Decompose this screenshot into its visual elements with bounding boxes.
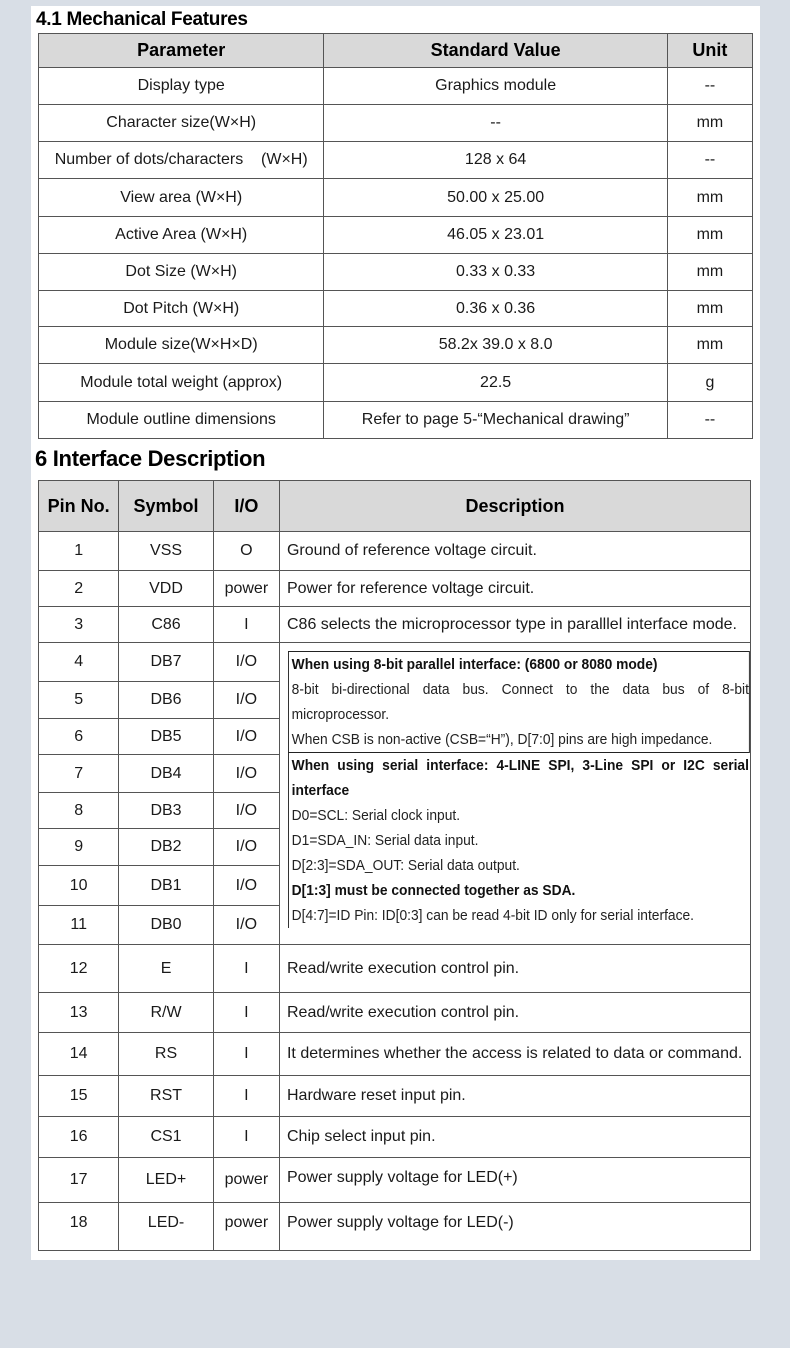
io-cell: I/O xyxy=(213,866,279,906)
io-cell: I/O xyxy=(213,829,279,866)
section-title-interface: 6 Interface Description xyxy=(35,446,266,471)
io-cell: I xyxy=(213,1033,279,1076)
value-cell: 0.33 x 0.33 xyxy=(324,254,667,291)
unit-cell: -- xyxy=(667,402,752,439)
symbol-cell: VDD xyxy=(119,571,213,607)
parameter-cell: Display type xyxy=(39,68,324,105)
parameter-cell: Character size(W×H) xyxy=(39,105,324,142)
symbol-cell: LED- xyxy=(119,1203,213,1251)
header-io: I/O xyxy=(213,481,279,532)
io-cell: power xyxy=(213,571,279,607)
value-cell: 0.36 x 0.36 xyxy=(324,291,667,327)
header-standard-value: Standard Value xyxy=(324,34,667,68)
table-row xyxy=(39,643,751,682)
io-cell: I xyxy=(213,1076,279,1117)
table-row xyxy=(39,1076,751,1117)
description-cell: It determines whether the access is related to data or command. xyxy=(279,1033,750,1076)
io-cell: I xyxy=(213,945,279,993)
unit-cell: mm xyxy=(667,179,752,217)
serial-line: D1=SDA_IN: Serial data input. xyxy=(291,832,479,849)
pin-cell: 9 xyxy=(39,829,119,866)
pin-cell: 2 xyxy=(39,571,119,607)
io-cell: power xyxy=(213,1203,279,1251)
table-row xyxy=(39,1158,751,1203)
symbol-cell: DB0 xyxy=(119,906,213,945)
pin-cell: 16 xyxy=(39,1117,119,1158)
unit-cell: mm xyxy=(667,291,752,327)
table-row xyxy=(39,142,753,179)
symbol-cell: DB5 xyxy=(119,719,213,755)
value-cell: 128 x 64 xyxy=(324,142,667,179)
description-cell: Power supply voltage for LED(-) xyxy=(279,1203,750,1251)
value-cell: Graphics module xyxy=(324,68,667,105)
serial-line: D[2:3]=SDA_OUT: Serial data output. xyxy=(291,857,520,874)
data-bus-description-box xyxy=(288,651,749,928)
symbol-cell: RS xyxy=(119,1033,213,1076)
symbol-cell: E xyxy=(119,945,213,993)
serial-heading: When using serial interface: 4-LINE SPI, 3-Line SPI or I2C serial xyxy=(291,757,749,774)
symbol-cell: DB6 xyxy=(119,682,213,719)
table-row xyxy=(39,327,753,364)
description-cell: Power supply voltage for LED(+) xyxy=(279,1158,750,1203)
symbol-cell: DB3 xyxy=(119,793,213,829)
description-cell: Read/write execution control pin. xyxy=(279,993,750,1033)
table-row xyxy=(39,291,753,327)
table-row xyxy=(39,402,753,439)
header-description: Description xyxy=(279,481,750,532)
header-unit: Unit xyxy=(667,34,752,68)
header-symbol: Symbol xyxy=(119,481,213,532)
table-header-row xyxy=(39,34,753,68)
pin-cell: 15 xyxy=(39,1076,119,1117)
serial-line: D0=SCL: Serial clock input. xyxy=(291,807,461,824)
value-cell: 46.05 x 23.01 xyxy=(324,217,667,254)
pin-cell: 1 xyxy=(39,532,119,571)
description-cell: Power for reference voltage circuit. xyxy=(279,571,750,607)
parallel-line: When CSB is non-active (CSB=“H”), D[7:0] pins are high impedance. xyxy=(291,731,713,748)
pin-cell: 18 xyxy=(39,1203,119,1251)
unit-cell: -- xyxy=(667,142,752,179)
table-row xyxy=(39,1117,751,1158)
parameter-cell: Dot Size (W×H) xyxy=(39,254,324,291)
io-cell: I xyxy=(213,607,279,643)
pin-cell: 17 xyxy=(39,1158,119,1203)
pin-cell: 3 xyxy=(39,607,119,643)
io-cell: I/O xyxy=(213,682,279,719)
parallel-heading: When using 8-bit parallel interface: (6800 or 8080 mode) xyxy=(291,656,658,673)
description-cell: Ground of reference voltage circuit. xyxy=(279,532,750,571)
io-cell: I xyxy=(213,1117,279,1158)
parameter-cell: Module size(W×H×D) xyxy=(39,327,324,364)
io-cell: I/O xyxy=(213,719,279,755)
symbol-cell: RST xyxy=(119,1076,213,1117)
table-header-row xyxy=(39,481,751,532)
description-cell: C86 selects the microprocessor type in paralllel interface mode. xyxy=(279,607,750,643)
symbol-cell: R/W xyxy=(119,993,213,1033)
serial-interface-block xyxy=(288,753,749,928)
symbol-cell: LED+ xyxy=(119,1158,213,1203)
description-cell: Hardware reset input pin. xyxy=(279,1076,750,1117)
symbol-cell: VSS xyxy=(119,532,213,571)
value-cell: 22.5 xyxy=(324,364,667,402)
table-row xyxy=(39,571,751,607)
description-cell: Chip select input pin. xyxy=(279,1117,750,1158)
symbol-cell: DB4 xyxy=(119,755,213,793)
header-parameter: Parameter xyxy=(39,34,324,68)
serial-heading-cont: interface xyxy=(291,782,350,799)
io-cell: I/O xyxy=(213,755,279,793)
pin-cell: 7 xyxy=(39,755,119,793)
pin-cell: 6 xyxy=(39,719,119,755)
parameter-cell: View area (W×H) xyxy=(39,179,324,217)
unit-cell: -- xyxy=(667,68,752,105)
header-pin-no: Pin No. xyxy=(39,481,119,532)
data-bus-description xyxy=(279,643,750,945)
io-cell: I/O xyxy=(213,906,279,945)
parameter-cell: Module outline dimensions xyxy=(39,402,324,439)
table-row xyxy=(39,254,753,291)
unit-cell: mm xyxy=(667,254,752,291)
section-title-mechanical: 4.1 Mechanical Features xyxy=(36,9,248,30)
io-cell: I/O xyxy=(213,643,279,682)
symbol-cell: DB7 xyxy=(119,643,213,682)
table-row xyxy=(39,105,753,142)
datasheet-page xyxy=(31,6,760,1260)
symbol-cell: CS1 xyxy=(119,1117,213,1158)
unit-cell: g xyxy=(667,364,752,402)
table-row xyxy=(39,68,753,105)
pin-cell: 8 xyxy=(39,793,119,829)
io-cell: I/O xyxy=(213,793,279,829)
pin-cell: 10 xyxy=(39,866,119,906)
table-row xyxy=(39,179,753,217)
parameter-cell: Number of dots/characters (W×H) xyxy=(39,142,324,179)
table-row xyxy=(39,1033,751,1076)
pin-cell: 12 xyxy=(39,945,119,993)
unit-cell: mm xyxy=(667,105,752,142)
unit-cell: mm xyxy=(667,327,752,364)
serial-line: D[4:7]=ID Pin: ID[0:3] can be read 4-bit ID only for serial interface. xyxy=(291,907,694,924)
io-cell: I xyxy=(213,993,279,1033)
table-row xyxy=(39,1203,751,1251)
value-cell: Refer to page 5-“Mechanical drawing” xyxy=(324,402,667,439)
parallel-line: 8-bit bi-directional data bus. Connect to the data bus of 8-bit xyxy=(291,681,749,698)
table-row xyxy=(39,532,751,571)
parameter-cell: Active Area (W×H) xyxy=(39,217,324,254)
pin-cell: 13 xyxy=(39,993,119,1033)
pin-cell: 14 xyxy=(39,1033,119,1076)
symbol-cell: DB2 xyxy=(119,829,213,866)
table-row xyxy=(39,607,751,643)
symbol-cell: C86 xyxy=(119,607,213,643)
parallel-line: microprocessor. xyxy=(291,706,390,723)
interface-pin-table xyxy=(38,480,751,1251)
mechanical-features-table xyxy=(38,33,753,439)
table-row xyxy=(39,993,751,1033)
io-cell: O xyxy=(213,532,279,571)
pin-cell: 5 xyxy=(39,682,119,719)
value-cell: 50.00 x 25.00 xyxy=(324,179,667,217)
parameter-cell: Module total weight (approx) xyxy=(39,364,324,402)
io-cell: power xyxy=(213,1158,279,1203)
value-cell: 58.2x 39.0 x 8.0 xyxy=(324,327,667,364)
value-cell: -- xyxy=(324,105,667,142)
description-cell: Read/write execution control pin. xyxy=(279,945,750,993)
pin-cell: 11 xyxy=(39,906,119,945)
table-row xyxy=(39,217,753,254)
pin-cell: 4 xyxy=(39,643,119,682)
serial-note: D[1:3] must be connected together as SDA. xyxy=(291,882,576,899)
symbol-cell: DB1 xyxy=(119,866,213,906)
unit-cell: mm xyxy=(667,217,752,254)
table-row xyxy=(39,364,753,402)
table-row xyxy=(39,945,751,993)
parallel-interface-block xyxy=(288,651,750,753)
parameter-cell: Dot Pitch (W×H) xyxy=(39,291,324,327)
